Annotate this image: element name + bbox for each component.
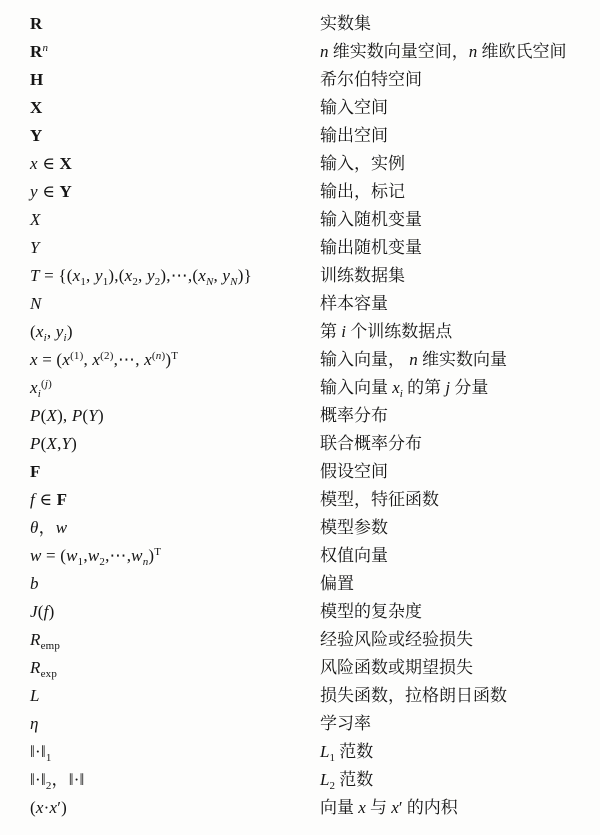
symbol-cell: P(X), P(Y) — [30, 405, 104, 425]
notation-row — [30, 793, 600, 821]
symbol-cell: X — [30, 97, 43, 117]
notation-row — [30, 9, 600, 37]
description-cell: 学习率 — [320, 713, 371, 733]
symbol-cell: Y — [30, 125, 43, 145]
description-cell: 希尔伯特空间 — [320, 69, 422, 89]
symbol-cell: P(X,Y) — [30, 433, 78, 453]
notation-row — [30, 149, 600, 177]
symbol-cell: Y — [30, 237, 40, 257]
notation-row — [30, 485, 600, 513]
notation-row — [30, 345, 600, 373]
description-cell: 假设空间 — [320, 461, 388, 481]
description-cell: 输出空间 — [320, 125, 388, 145]
notation-table — [30, 9, 600, 821]
description-cell: 输出随机变量 — [320, 237, 422, 257]
notation-row — [30, 93, 600, 121]
symbol-cell: R — [30, 13, 43, 33]
symbol-cell: $‖\cdot‖_1$ — [30, 741, 52, 764]
description-cell: 输入空间 — [320, 97, 388, 117]
symbol-cell: η — [30, 713, 39, 733]
notation-row — [30, 373, 600, 401]
symbol-cell: $R_{emp}$ — [30, 629, 61, 652]
description-cell: 输入向量 $x_i$ 的第 j 分量 — [320, 377, 489, 400]
description-cell: n 维实数向量空间，n 维欧氏空间 — [320, 41, 567, 61]
symbol-cell: $x_i^{(j)}$ — [30, 377, 53, 400]
notation-row — [30, 709, 600, 737]
description-cell: 第 i 个训练数据点 — [320, 321, 453, 341]
description-cell: 输出，标记 — [320, 181, 405, 201]
notation-row — [30, 289, 600, 317]
notation-row — [30, 121, 600, 149]
description-cell: 概率分布 — [320, 405, 388, 425]
symbol-cell: N — [30, 293, 42, 313]
notation-row — [30, 737, 600, 765]
notation-row — [30, 177, 600, 205]
description-cell: 联合概率分布 — [320, 433, 422, 453]
notation-row — [30, 625, 600, 653]
description-cell: 损失函数，拉格朗日函数 — [320, 685, 507, 705]
description-cell: 模型的复杂度 — [320, 601, 422, 621]
symbol-cell: F — [30, 461, 41, 481]
symbol-cell: $‖\cdot‖_2$，‖·‖ — [30, 769, 85, 792]
description-cell: 模型参数 — [320, 517, 388, 537]
description-cell: 输入随机变量 — [320, 209, 422, 229]
symbol-cell: $R^n$ — [30, 41, 49, 61]
notation-row — [30, 37, 600, 65]
symbol-cell: X — [30, 209, 41, 229]
notation-row — [30, 233, 600, 261]
description-cell: 实数集 — [320, 13, 371, 33]
description-cell: $L_1$ 范数 — [320, 741, 374, 764]
description-cell: 经验风险或经验损失 — [320, 629, 473, 649]
symbol-cell: $T = \{(x_1$, $y_1),(x_2$, $y_2),\cdots,(x_N$, $y_N$)} — [30, 265, 252, 288]
symbol-cell: y ∈ Y — [30, 181, 72, 201]
symbol-cell: $w = (w_1,w_2,\cdots,w_n)^T$ — [30, 545, 162, 568]
symbol-cell: H — [30, 69, 44, 89]
symbol-cell: L — [30, 685, 40, 705]
symbol-cell: $R_{exp}$ — [30, 657, 58, 680]
description-cell: 模型，特征函数 — [320, 489, 439, 509]
description-cell: 训练数据集 — [320, 265, 405, 285]
notation-row — [30, 681, 600, 709]
symbol-cell: (x·x′) — [30, 797, 68, 817]
notation-row — [30, 261, 600, 289]
description-cell: 样本容量 — [320, 293, 388, 313]
notation-row — [30, 569, 600, 597]
notation-row — [30, 597, 600, 625]
symbol-cell: $x = (x^{(1)}$, $x^{(2)},\cdots$, $x^{(n)})^T$ — [30, 349, 179, 369]
symbol-cell: x ∈ X — [30, 153, 72, 173]
description-cell: 向量 x 与 x′ 的内积 — [320, 797, 458, 817]
description-cell: 权值向量 — [320, 545, 388, 565]
symbol-cell: ($x_i$, $y_i$) — [30, 321, 73, 344]
description-cell: 偏置 — [320, 573, 354, 593]
symbol-cell: J(f) — [30, 601, 55, 621]
notation-row — [30, 317, 600, 345]
notation-row — [30, 765, 600, 793]
description-cell: 风险函数或期望损失 — [320, 657, 473, 677]
notation-row — [30, 205, 600, 233]
description-cell: 输入向量， n 维实数向量 — [320, 349, 507, 369]
notation-row — [30, 653, 600, 681]
notation-row — [30, 513, 600, 541]
description-cell: 输入，实例 — [320, 153, 405, 173]
notation-row — [30, 541, 600, 569]
symbol-cell: f ∈ F — [30, 489, 68, 509]
notation-row — [30, 457, 600, 485]
notation-row — [30, 401, 600, 429]
notation-row — [30, 65, 600, 93]
notation-row — [30, 429, 600, 457]
symbol-cell: θ，w — [30, 517, 68, 537]
symbol-cell: b — [30, 573, 39, 593]
description-cell: $L_2$ 范数 — [320, 769, 374, 792]
